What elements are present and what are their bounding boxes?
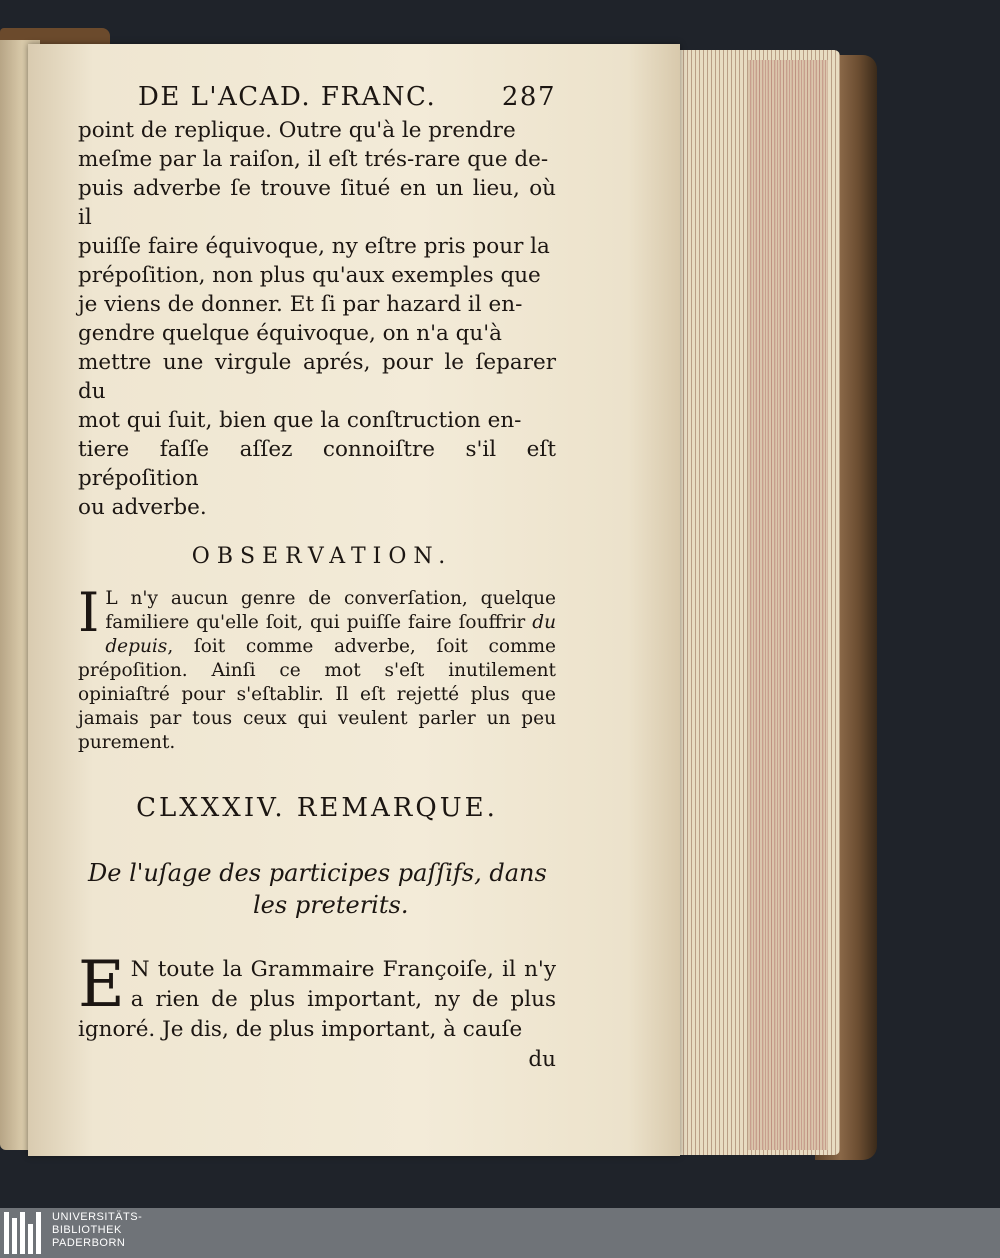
remark-subtitle-line-1: De l'uſage des participes paſſifs, dans	[88, 859, 547, 887]
text-line: je viens de donner. Et ſi par hazard il en-	[78, 292, 523, 317]
observation-dropcap: I	[78, 581, 100, 644]
observation-text-2: , ſoit comme adverbe, ſoit comme prépoſition. Ainſi ce mot s'eſt inutilement opiniaſtré pour s'eſtablir. Il eſt rejetté plus que jamais par tous ceux qui veulent parler un peu purement.	[78, 636, 556, 753]
text-line: prépoſition, non plus qu'aux exemples que	[78, 263, 541, 288]
remark-text: N toute la Grammaire Françoiſe, il n'y a rien de plus important, ny de plus ignoré. Je dis, de plus important, à cauſe	[78, 957, 556, 1042]
text-line: puis adverbe ſe trouve ſitué en un lieu, où il	[78, 176, 556, 230]
text-line: mot qui ſuit, bien que la conſtruction en-	[78, 408, 522, 433]
remark-subtitle-line-2: les preterits.	[253, 891, 409, 919]
library-logo-icon	[4, 1212, 44, 1254]
library-logo-text	[52, 1211, 142, 1250]
logo-line-2: BIBLIOTHEK	[52, 1224, 122, 1236]
page-fore-edge-sprinkle	[748, 60, 828, 1150]
library-footer	[0, 1208, 1000, 1258]
remark-heading: CLXXXIV. REMARQUE.	[136, 793, 498, 823]
remark-paragraph	[78, 948, 556, 1045]
observation-text-1: L n'y aucun genre de converſation, quelque familiere qu'elle ſoit, qui puiſſe faire ſouffrir	[105, 588, 556, 633]
book-page	[28, 44, 680, 1156]
text-line: mettre une virgule aprés, pour le ſeparer du	[78, 350, 556, 404]
observation-italic: du depuis	[105, 612, 556, 657]
text-line: point de replique. Outre qu'à le prendre	[78, 118, 516, 143]
logo-line-1: UNIVERSITÄTS-	[52, 1211, 143, 1223]
running-head	[138, 82, 556, 112]
observation-paragraph	[78, 581, 556, 755]
text-line: tiere faſſe aſſez connoiſtre s'il eſt prépoſition	[78, 437, 556, 491]
page-number: 287	[501, 82, 556, 112]
continuation-text	[78, 116, 556, 522]
text-line: gendre quelque équivoque, on n'a qu'à	[78, 321, 502, 346]
logo-line-3: PADERBORN	[52, 1237, 126, 1249]
text-line: ou adverbe.	[78, 495, 207, 520]
remark-subtitle	[88, 857, 556, 921]
text-line: meſme par la raiſon, il eſt trés-rare que de-	[78, 147, 549, 172]
text-line: puiſſe faire équivoque, ny eſtre pris pour la	[78, 234, 550, 259]
remark-dropcap: E	[78, 948, 125, 1022]
catchword: du	[528, 1047, 556, 1072]
running-head-title: DE L'ACAD. FRANC.	[138, 82, 437, 112]
page-content	[78, 82, 556, 1072]
observation-heading: OBSERVATION.	[191, 544, 453, 569]
